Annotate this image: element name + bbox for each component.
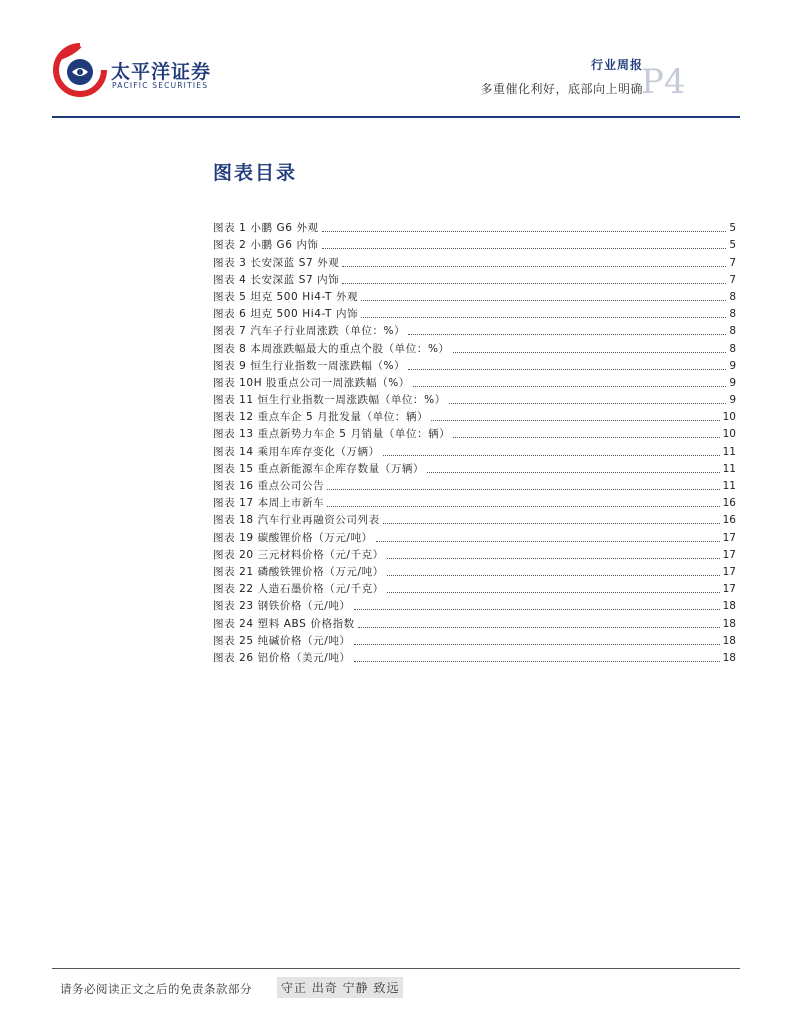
toc-entry-page: 17 [722,583,736,596]
toc-entry-page: 8 [729,342,736,355]
toc-leader-dots [354,661,720,662]
toc-entry-page: 10 [722,428,736,441]
toc-entry-page: 11 [722,480,736,492]
toc-entry-page: 5 [729,239,736,252]
toc-leader-dots [431,420,719,421]
toc-leader-dots [453,437,719,438]
toc-entry-label: 图表 22 人造石墨价格（元/千克） [213,583,384,596]
toc-entry-label: 图表 17 本周上市新车 [213,497,325,510]
toc-entry-page: 16 [722,497,736,510]
brand-name-en: PACIFIC SECURITIES [112,81,209,90]
toc-leader-dots [383,455,720,456]
toc-entry[interactable] [213,527,736,544]
toc-leader-dots [342,283,726,284]
brand-name-cn: 太平洋证券 [111,61,212,83]
toc-entry-label: 图表 2 小鹏 G6 内饰 [213,239,319,252]
toc-entry-page: 11 [722,462,736,475]
toc-entry-page: 17 [722,548,736,561]
toc-leader-dots [408,334,726,335]
toc-leader-dots [327,506,719,507]
toc-entry-label: 图表 10H 股重点公司一周涨跌幅（%） [213,376,410,389]
footer-divider [52,968,740,969]
toc-leader-dots [413,386,726,387]
toc-entry-page: 7 [729,256,736,269]
toc-entry-page: 7 [729,273,736,286]
toc-entry[interactable] [213,441,736,458]
toc-entry[interactable] [213,304,736,321]
toc-entry[interactable] [213,270,736,287]
toc-entry-page: 18 [722,634,736,647]
toc-entry-label: 图表 23 钢铁价格（元/吨） [213,600,351,613]
toc-entry-page: 17 [722,531,736,544]
toc-entry[interactable] [213,287,736,304]
toc-entry-label: 图表 6 坦克 500 Hi4-T 内饰 [213,308,359,321]
toc-entry[interactable] [213,321,736,338]
toc-entry-label: 图表 20 三元材料价格（元/千克） [213,548,384,561]
toc-entry[interactable] [213,493,736,510]
toc-entry[interactable] [213,631,736,648]
toc-entry-label: 图表 13 重点新势力车企 5 月销量（单位：辆） [213,428,451,441]
toc-entry[interactable] [213,356,736,373]
toc-leader-dots [376,541,720,542]
toc-entry-page: 17 [722,565,736,578]
footer-disclaimer: 请务必阅读正文之后的免责条款部分 [60,982,252,996]
toc-leader-dots [449,403,727,404]
toc-leader-dots [322,231,727,232]
toc-entry-label: 图表 14 乘用车库存变化（万辆） [213,445,380,458]
toc-leader-dots [358,627,720,628]
toc-entry-page: 18 [722,600,736,613]
toc-entry-page: 9 [729,394,736,407]
toc-entry-label: 图表 9 恒生行业指数一周涨跌幅（%） [213,359,406,372]
toc-entry[interactable] [213,459,736,476]
toc-entry-label: 图表 11 恒生行业指数一周涨跌幅（单位：%） [213,394,446,407]
toc-entry-page: 8 [729,290,736,303]
toc-entry-page: 9 [729,376,736,389]
toc-entry-label: 图表 15 重点新能源车企库存数量（万辆） [213,462,425,475]
toc-entry[interactable] [213,235,736,252]
toc-entry[interactable] [213,424,736,441]
toc-entry-label: 图表 21 磷酸铁锂价格（万元/吨） [213,565,384,578]
toc-entry-page: 18 [722,617,736,630]
toc-leader-dots [361,317,726,318]
toc-entry-page: 11 [722,445,736,458]
toc-entry[interactable] [213,613,736,630]
toc-entry[interactable] [213,562,736,579]
toc-entry-page: 5 [729,222,736,235]
toc-leader-dots [322,248,727,249]
toc-entry[interactable] [213,476,736,493]
toc-entry-label: 图表 8 本周涨跌幅最大的重点个股（单位：%） [213,342,450,355]
toc-entry-page: 16 [722,514,736,527]
toc-leader-dots [387,558,720,559]
toc-list [213,218,736,665]
toc-leader-dots [387,592,720,593]
pacific-securities-logo-icon [52,42,108,98]
toc-leader-dots [354,644,720,645]
toc-entry-label: 图表 7 汽车子行业周涨跌（单位：%） [213,325,406,338]
toc-entry[interactable] [213,338,736,355]
toc-entry[interactable] [213,579,736,596]
toc-entry[interactable] [213,373,736,390]
toc-entry[interactable] [213,545,736,562]
toc-entry[interactable] [213,252,736,269]
toc-entry-label: 图表 18 汽车行业再融资公司列表 [213,514,380,527]
toc-entry-label: 图表 24 塑料 ABS 价格指数 [213,617,355,630]
toc-entry-label: 图表 3 长安深蓝 S7 外观 [213,256,340,269]
toc-leader-dots [383,523,720,524]
toc-title: 图表目录 [213,162,298,184]
toc-entry-page: 10 [722,411,736,424]
toc-leader-dots [387,575,720,576]
toc-entry[interactable] [213,407,736,424]
toc-leader-dots [354,609,720,610]
page-marker: P4 [641,62,686,102]
toc-leader-dots [408,369,726,370]
toc-entry-label: 图表 25 纯碱价格（元/吨） [213,634,351,647]
toc-entry[interactable] [213,218,736,235]
toc-leader-dots [427,472,719,473]
toc-entry[interactable] [213,510,736,527]
toc-entry-label: 图表 12 重点车企 5 月批发量（单位：辆） [213,411,429,424]
toc-entry-page: 8 [729,308,736,321]
toc-entry[interactable] [213,596,736,613]
toc-entry[interactable] [213,648,736,665]
toc-entry-page: 9 [729,359,736,372]
toc-leader-dots [361,300,726,301]
toc-entry-label: 图表 16 重点公司公告 [213,480,325,492]
toc-entry[interactable] [213,390,736,407]
toc-leader-dots [327,489,719,490]
report-type: 行业周报 [590,58,643,72]
toc-entry-label: 图表 1 小鹏 G6 外观 [213,222,319,235]
footer-slogan: 守正 出奇 宁静 致远 [277,977,403,998]
toc-leader-dots [453,352,727,353]
toc-entry-page: 8 [729,325,736,338]
toc-leader-dots [342,266,726,267]
toc-entry-label: 图表 5 坦克 500 Hi4-T 外观 [213,290,359,303]
header-divider [52,116,740,118]
toc-entry-page: 18 [722,651,736,664]
toc-entry-label: 图表 26 铝价格（美元/吨） [213,651,351,664]
report-subtitle: 多重催化利好，底部向上明确 [480,82,643,96]
toc-entry-label: 图表 19 碳酸锂价格（万元/吨） [213,531,373,544]
toc-entry-label: 图表 4 长安深蓝 S7 内饰 [213,273,340,286]
